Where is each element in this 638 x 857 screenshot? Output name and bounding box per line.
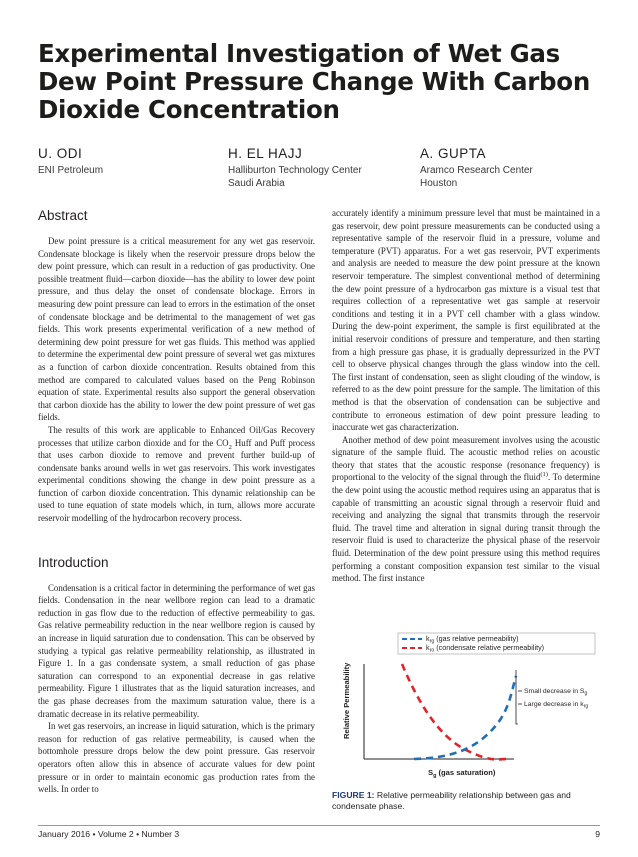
annotation-small-decrease: Small decrease in $S_g$ — [524, 688, 588, 697]
legend-kro-label: $k_{ro}$ (condensate relative permeability) — [426, 643, 545, 654]
left-column — [38, 208, 315, 796]
caption-label: FIGURE 1: — [332, 790, 375, 800]
article-title: Experimental Investigation of Wet Gas Dew Point Pressure Change With Carbon Dioxide Concentration — [38, 39, 590, 124]
footer-issue: January 2016 • Volume 2 • Number 3 — [38, 829, 180, 839]
intro-paragraph-2: In wet gas reservoirs, an increase in liquid saturation, which is the primary reason for reduction of gas relative permeability, is caused when the bottomhole pressure drops below the dew point pressure. Gas reservoir operators often allow this in absence of accurate values for dew point pressure or in order to maintain economic gas production rates from the wells. In order to — [38, 721, 315, 795]
right-p2-text-b: . To determine the dew point using the acoustic method requires using an apparatus that is capable of transmitting an acoustic signal through a reservoir fluid and receiving and analyzing the signal that transmits through the reservoir fluid. The travel time and alteration in signal during transit through the reservoir fluid is used to characterize the physical phase of the reservoir fluid. Determination of the dew point pressure using this method requires performing a constant composition expansion test similar to the visual method. The first instance — [332, 472, 600, 584]
x-axis-label: $S_g$ (gas saturation) — [428, 768, 496, 779]
author-name: H. EL HAJJ — [228, 146, 303, 161]
abstract-p2-text-a: The results of this work are applicable to Enhanced Oil/Gas Recovery processes that utilize carbon dioxide and for the CO — [38, 424, 315, 448]
abstract-paragraph-1: Dew point pressure is a critical measurement for any wet gas reservoir. Condensate blockage is likely when the reservoir pressure drops below the dew point pressure, which can result in a reduction of gas productivity. One possible treatment fluid—carbon dioxide—has the ability to lower dew point pressure, and thus delay the onset of condensate blockage. Errors in measuring dew point pressure can lead to errors in the estimation of the onset of condensate blockage and be detrimental to the management of wet gas fields. This work presents experimental verification of a new method of determining dew point pressure for wet gas fluids. This method was applied to determine the experimental dew point pressure of several wet gas mixtures as a function of carbon dioxide concentration. Results obtained from this method are compared to calculated values based on the Peng Robinson equation of state. Experimental results also support the general observation that carbon dioxide has the ability to lower the dew point pressure of wet gas fields. — [38, 236, 315, 423]
author-block-3 — [420, 146, 533, 190]
right-paragraph-2 — [332, 434, 600, 585]
kro-curve — [402, 664, 510, 759]
introduction-heading: Introduction — [38, 554, 109, 570]
co2-subscript: 2 — [228, 443, 232, 451]
right-paragraph-1: accurately identify a minimum pressure level that must be maintained in a gas reservoir, dew point pressure measurements can be conducted using a representative sample of the reservoir fluid in a pressure, volume and temperature (PVT) apparatus. For a wet gas reservoir, PVT experiments and analysis are needed to measure the dew point pressure at the known reservoir temperature. The simplest conventional method of determining the dew point pressure of a hydrocarbon gas mixture is a visual test that requires collection of a representative wet gas sample at reservoir conditions and testing it in a PVT cell chamber with a glass window. During the dew-point experiment, the sample is first equilibrated at the initial reservoir conditions of pressure and temperature, and then starting from a high pressure gas phase, it is gradually depressurized in the PVT cell to observe physical changes through the glass window into the cell. The first instant of condensation, seen as slight clouding of the window, is referred to as the dew point pressure for the sample. The limitation of this method is that the observation of condensation can be subjective and contribute to erroneous estimation of dew point pressure leading to inaccurate wet gas characterization. — [332, 208, 600, 433]
legend-krg-label: $k_{rg}$ (gas relative permeability) — [426, 634, 519, 645]
annotation-large-decrease: Large decrease in $k_{rg}$ — [524, 701, 589, 710]
abstract-p2-text-b: Huff and Puff process that uses carbon dioxide to remove and prevent further build-up of condensate banks around wells in wet gas reservoirs. This work investigates experimental conditions showing the change in dew point pressure as a function of carbon dioxide concentration. This dynamic relationship can be used to tune equation of state models which, in turn, allows more accurate reservoir modelling of the hydrocarbon recovery process. — [38, 437, 315, 524]
abstract-paragraph-2 — [38, 424, 315, 525]
caption-text: Relative permeability relationship between gas and condensate phase. — [332, 790, 571, 811]
reference-marker: (1) — [540, 471, 548, 479]
y-axis-label: Relative Permeability — [342, 662, 351, 739]
footer-rule — [38, 825, 600, 826]
right-column — [332, 207, 600, 585]
figure-caption — [332, 790, 600, 812]
author-name: U. ODI — [38, 146, 83, 161]
author-affiliation: Aramco Research Center — [420, 165, 533, 176]
page-number: 9 — [595, 829, 600, 839]
author-affiliation-2: Houston — [420, 178, 458, 189]
author-block-2 — [228, 146, 362, 190]
intro-paragraph-1: Condensation is a critical factor in determining the performance of wet gas fields. Condensation in the near wellbore region can lead to a dramatic reduction in gas flow due to the reduction of effective permeability to gas. Gas relative permeability reduction in the near wellbore region is caused by an increase in liquid saturation due to condensation. This can be observed by studying a typical gas relative permeability relationship, as illustrated in Figure 1. In a gas condensate system, a small reduction of gas phase saturation can correspond to an exponential decrease in gas relative permeability. Figure 1 illustrates that as the liquid saturation increases, and the gas phase decreases from the maximum saturation value, there is a dramatic decrease in its relative permeability. — [38, 582, 315, 719]
annotation-bracket — [516, 670, 518, 724]
author-block-1 — [38, 146, 103, 177]
author-affiliation-2: Saudi Arabia — [228, 178, 285, 189]
abstract-heading: Abstract — [38, 208, 88, 223]
author-affiliation: Halliburton Technology Center — [228, 165, 362, 176]
author-affiliation: ENI Petroleum — [38, 165, 104, 176]
relperm-chart — [332, 632, 600, 792]
right-p2-text-a: Another method of dew point measurement involves using the acoustic signature of the sample fluid. The acoustic method relies on acoustic theory that states that the acoustic response (resonance frequency) is proportional to the velocity of the signal through the fluid — [332, 434, 600, 483]
author-name: A. GUPTA — [420, 146, 487, 161]
